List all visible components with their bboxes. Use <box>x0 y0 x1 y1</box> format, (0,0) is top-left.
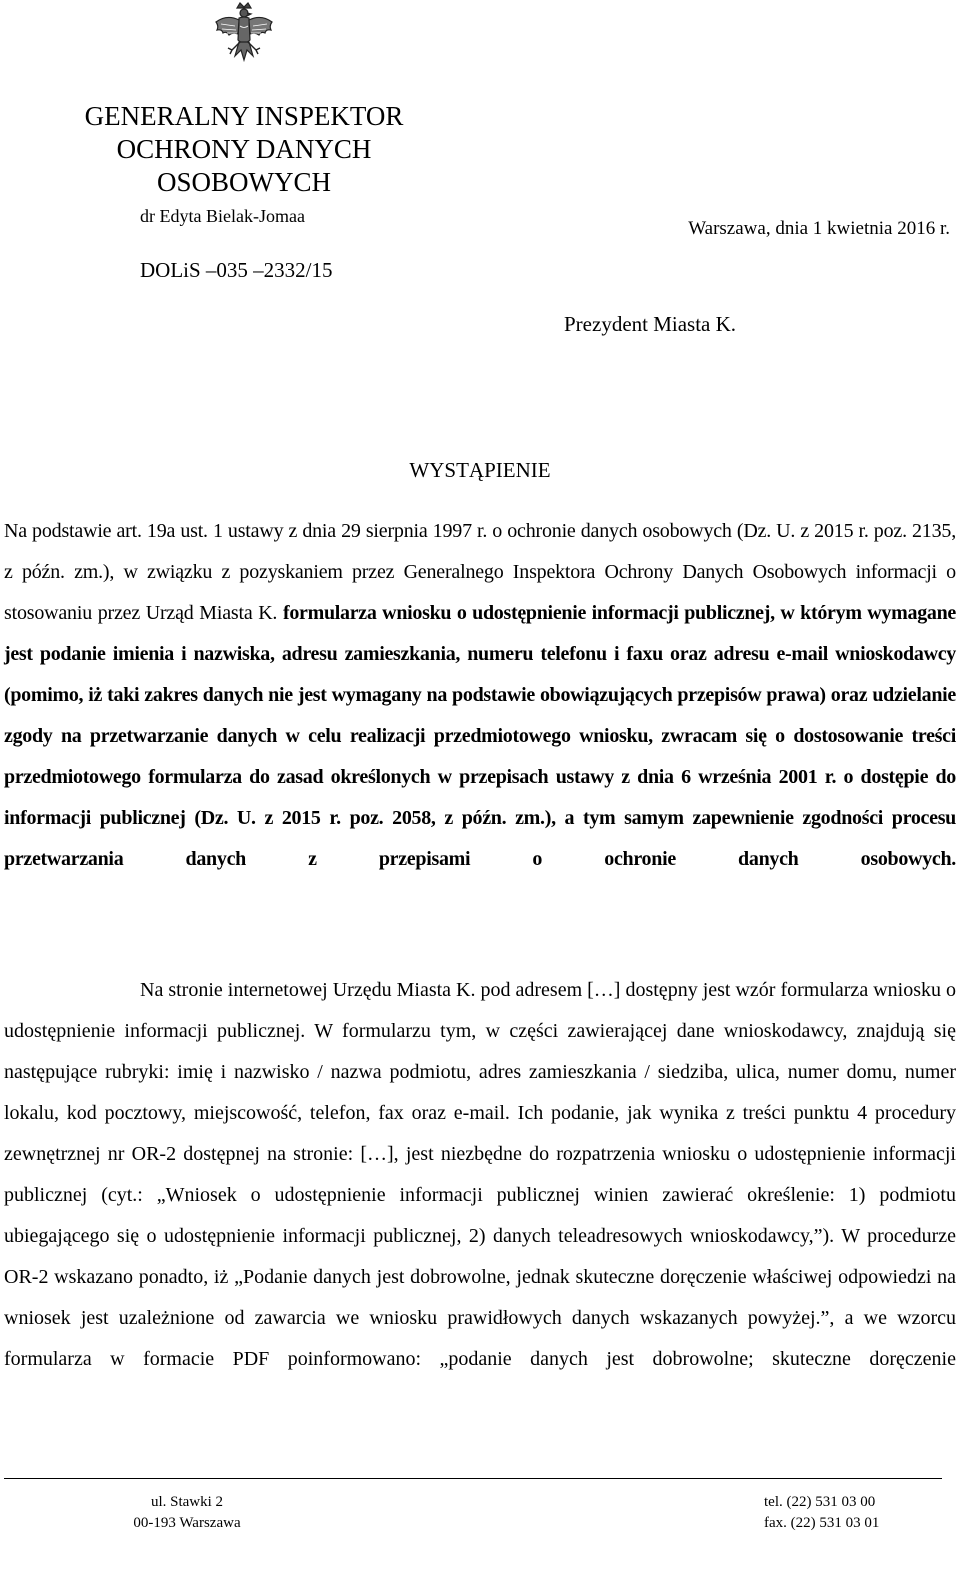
footer-contact <box>764 1492 879 1534</box>
footer-street: ul. Stawki 2 <box>150 1494 224 1510</box>
footer-fax: fax. (22) 531 03 01 <box>764 1515 880 1531</box>
authority-line-3: OSOBOWYCH <box>156 167 331 197</box>
footer-divider <box>4 1478 942 1479</box>
place-date: Warszawa, dnia 1 kwietnia 2016 r. <box>688 218 950 239</box>
paragraph-2-text: Na stronie internetowej Urzędu Miasta K. pod adresem […] dostępny jest wzór formularza wniosku o udostępnienie informacji publicznej. W formularzu tym, w części zawierającej dane wnioskodawcy, znajdują się następujące rubryki: imię i nazwisko / nazwa podmiotu, adres zamieszkania / siedziba, ulica, numer domu, numer lokalu, kod pocztowy, miejscowość, telefon, fax oraz e-mail. Ich podanie, jak wynika z treści punktu 4 procedury zewnętrznej nr OR-2 dostępnej na stronie: […], jest niezbędne do rozpatrzenia wniosku o udostępnienie informacji publicznej (cyt.: „Wniosek o udostępnienie informacji publicznej winien zawierać określenie: 1) podmiotu ubiegającego się o udostępnienie informacji publicznej, 2) danych teleadresowych wnioskodawcy,”). W procedurze OR-2 wskazano ponadto, iż „Podanie danych jest dobrowolne, jednak skuteczne doręczenie właściwej odpowiedzi na wniosek jest uzależnione od zawarcia we wniosku prawidłowych danych wskazanych powyżej.”, a we wzorcu formularza w formacie PDF poinformowano: „podanie danych jest dobrowolne; skuteczne doręczenie <box>4 979 956 1370</box>
paragraph-1-regular: Na podstawie art. 19a ust. 1 ustawy z dnia 29 sierpnia 1997 r. o ochronie danych osobowych (Dz. U. z 2015 r. poz. 2135, z późn. zm.), w związku z pozyskaniem przez Generalnego Inspektora Ochrony Danych Osobowych informacji o stosowaniu przez Urząd Miasta K. <box>4 520 956 624</box>
authority-line-2: OCHRONY DANYCH <box>116 134 372 164</box>
authority-line-1: GENERALNY INSPEKTOR <box>84 101 404 131</box>
footer-postal-city: 00-193 Warszawa <box>133 1515 241 1531</box>
paragraph-1 <box>4 511 956 880</box>
recipient: Prezydent Miasta K. <box>564 312 737 336</box>
document-title: WYSTĄPIENIE <box>409 458 551 482</box>
footer-phone: tel. (22) 531 03 00 <box>764 1494 876 1510</box>
polish-eagle-emblem-icon <box>213 2 275 70</box>
footer-address <box>127 1492 247 1534</box>
authority-name <box>0 100 488 199</box>
reference-number: DOLiS –035 –2332/15 <box>140 258 333 282</box>
signer-name: dr Edyta Bielak-Jomaa <box>140 206 305 226</box>
paragraph-1-bold: formularza wniosku o udostępnienie informacji publicznej, w którym wymagane jest podanie imienia i nazwiska, adresu zamieszkania, numeru telefonu i faxu oraz adresu e-mail wnioskodawcy (pomimo, iż taki zakres danych nie jest wymagany na podstawie obowiązujących przepisów prawa) oraz udzielanie zgody na przetwarzanie danych w celu realizacji przedmiotowego wniosku, zwracam się o dostosowanie treści przedmiotowego formularza do zasad określonych w przepisach ustawy z dnia 6 września 2001 r. o dostępie do informacji publicznej (Dz. U. z 2015 r. poz. 2058, z późn. zm.), a tym samym zapewnienie zgodności procesu przetwarzania danych z przepisami o ochronie danych osobowych. <box>4 602 956 870</box>
paragraph-2 <box>4 970 956 1380</box>
